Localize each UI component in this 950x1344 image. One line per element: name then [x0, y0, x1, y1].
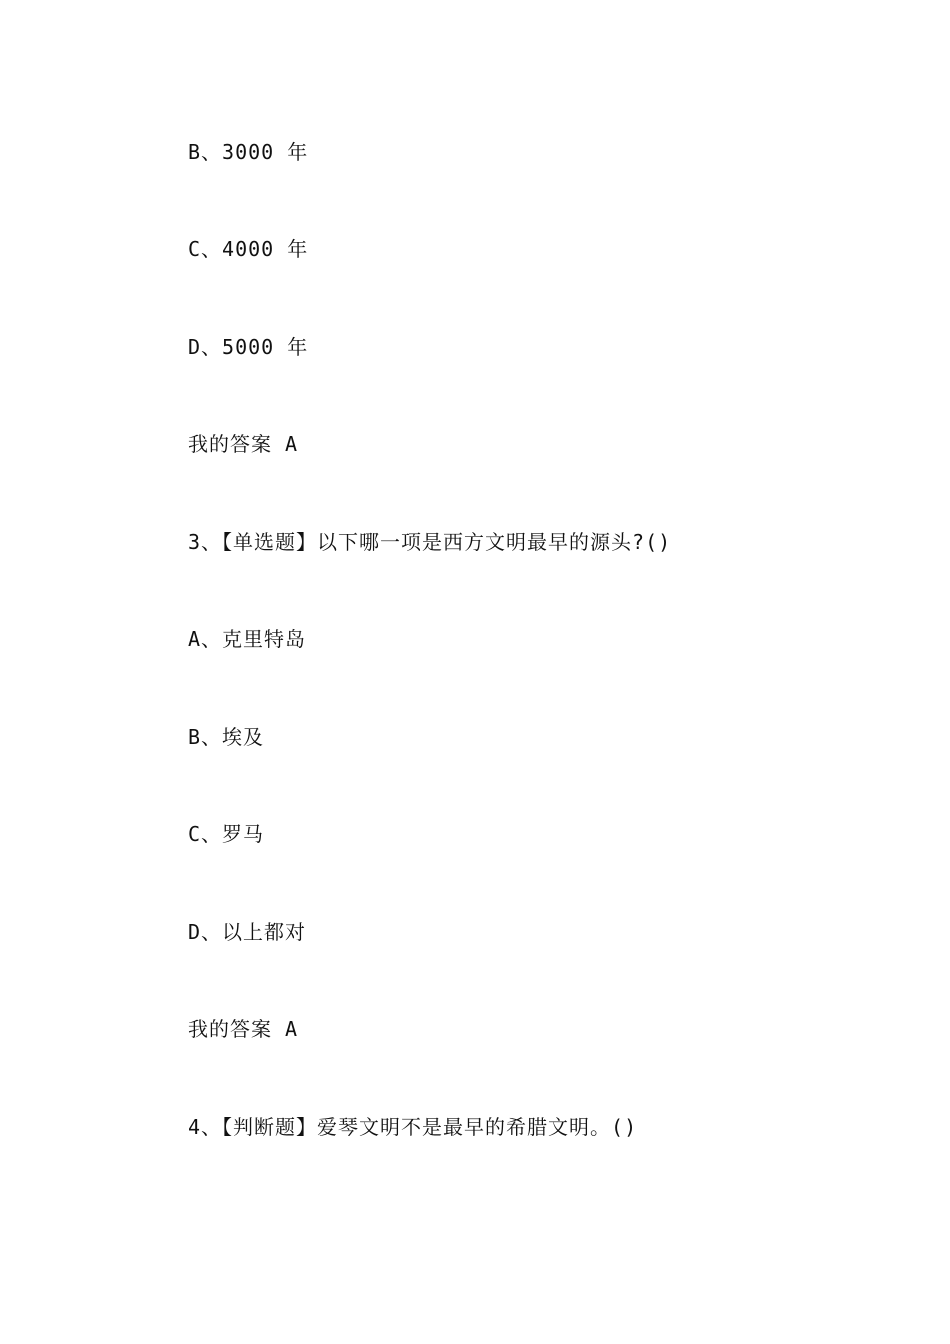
option-b-line: B、埃及 — [188, 725, 265, 749]
my-answer-line: 我的答案 A — [188, 432, 299, 456]
option-a-line: A、克里特岛 — [188, 627, 307, 651]
option-b-line: B、3000 年 — [188, 140, 309, 164]
option-c-line: C、4000 年 — [188, 237, 309, 261]
question-4-line: 4、【判断题】爱琴文明不是最早的希腊文明。() — [188, 1115, 638, 1139]
option-d-line: D、以上都对 — [188, 920, 307, 944]
option-d-line: D、5000 年 — [188, 335, 309, 359]
my-answer-line: 我的答案 A — [188, 1017, 299, 1041]
option-c-line: C、罗马 — [188, 822, 265, 846]
question-3-line: 3、【单选题】以下哪一项是西方文明最早的源头?() — [188, 530, 672, 554]
